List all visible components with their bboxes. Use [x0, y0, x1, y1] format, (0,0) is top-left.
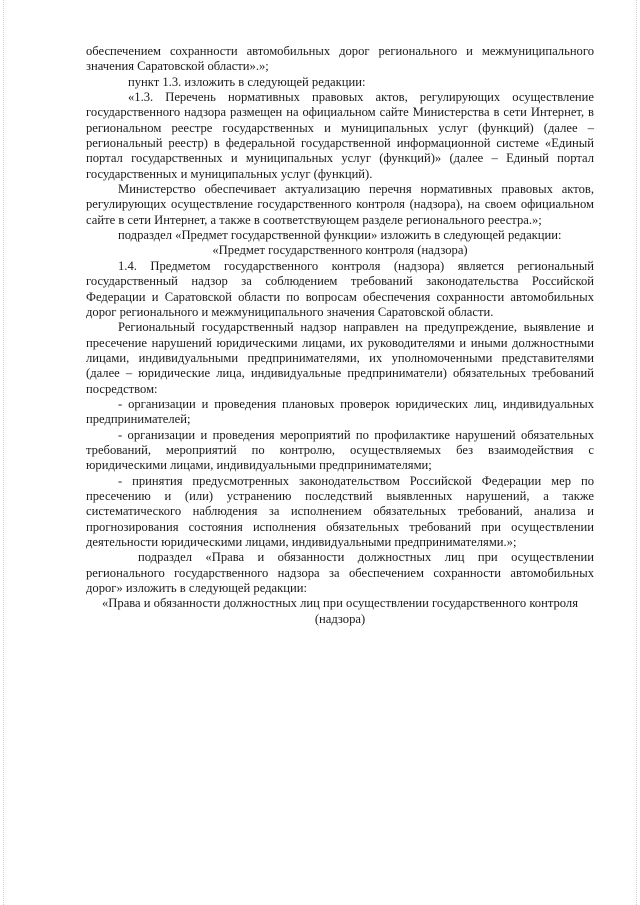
paragraph-continuation: обеспечением сохранности автомобильных дорог регионального и межмуниципального значения Саратовской области».»; — [86, 44, 594, 74]
scan-edge-right — [636, 0, 638, 905]
paragraph-amend-rights-subsection: подраздел «Права и обязанности должностных лиц при осуществлении регионального государственного надзора за обеспечением сохранности автомобильных дорог» изложить в следующей редакции: — [86, 550, 594, 596]
paragraph-point-1-4: 1.4. Предметом государственного контроля (надзора) является региональный государственный надзор за соблюдением требований законодательства Российской Федерации и Саратовской области по вопросам обеспечения сохранности автомобильных дорог регионального и межмуниципального значения Саратовской области. — [86, 258, 594, 319]
list-item-prevention-measures: - организации и проведения мероприятий по профилактике нарушений обязательных требований, мероприятий по контролю, осуществляемых без взаимодействия с юридическими лицами, индивидуальными предпринимателями; — [86, 427, 594, 473]
scan-edge-left — [3, 0, 5, 905]
paragraph-amend-point-1-3: пункт 1.3. изложить в следующей редакции: — [128, 74, 366, 89]
list-item-enforcement-measures: - принятия предусмотренных законодательством Российской Федерации мер по пресечению и (или) устранению последствий выявленных нарушений, а также систематического наблюдения за исполнением обязательных требований, анализа и прогнозирования состояния исполнения обязательных требований при осуществлении деятельности юридическими лицами, индивидуальными предпринимателями.»; — [86, 473, 594, 549]
document-body — [86, 44, 594, 627]
list-item-planned-inspections: - организации и проведения плановых проверок юридических лиц, индивидуальных предпринимателей; — [86, 396, 594, 427]
section-heading-subject: «Предмет государственного контроля (надзора) — [212, 243, 468, 258]
paragraph-ministry-updates: Министерство обеспечивает актуализацию перечня нормативных правовых актов, регулирующих осуществление государственного контроля (надзора), на своем официальном сайте в сети Интернет, а также в соответствующем разделе регионального реестра.»; — [86, 182, 594, 227]
section-heading-rights: «Права и обязанности должностных лиц при осуществлении государственного контроля (надзора) — [102, 596, 578, 626]
paragraph-supervision-aim: Региональный государственный надзор направлен на предупреждение, выявление и пресечение нарушений юридическими лицами, их руководителями и иными должностными лицами, индивидуальными предпринимателями, их уполномоченными представителями (далее – юридические лица, индивидуальные предприниматели) обязательных требований посредством: — [86, 320, 594, 396]
paragraph-amend-subject-subsection: подраздел «Предмет государственной функции» изложить в следующей редакции: — [118, 228, 562, 243]
paragraph-point-1-3: «1.3. Перечень нормативных правовых актов, регулирующих осуществление государственного надзора размещен на официальном сайте Министерства в сети Интернет, в региональном реестре государственных и муниципальных услуг (функций) (далее – региональный реестр) в федеральной государственной информационной системе «Единый портал государственных и муниципальных услуг (функций)» (далее – Единый портал государственных и муниципальных услуг (функций). — [86, 90, 594, 181]
